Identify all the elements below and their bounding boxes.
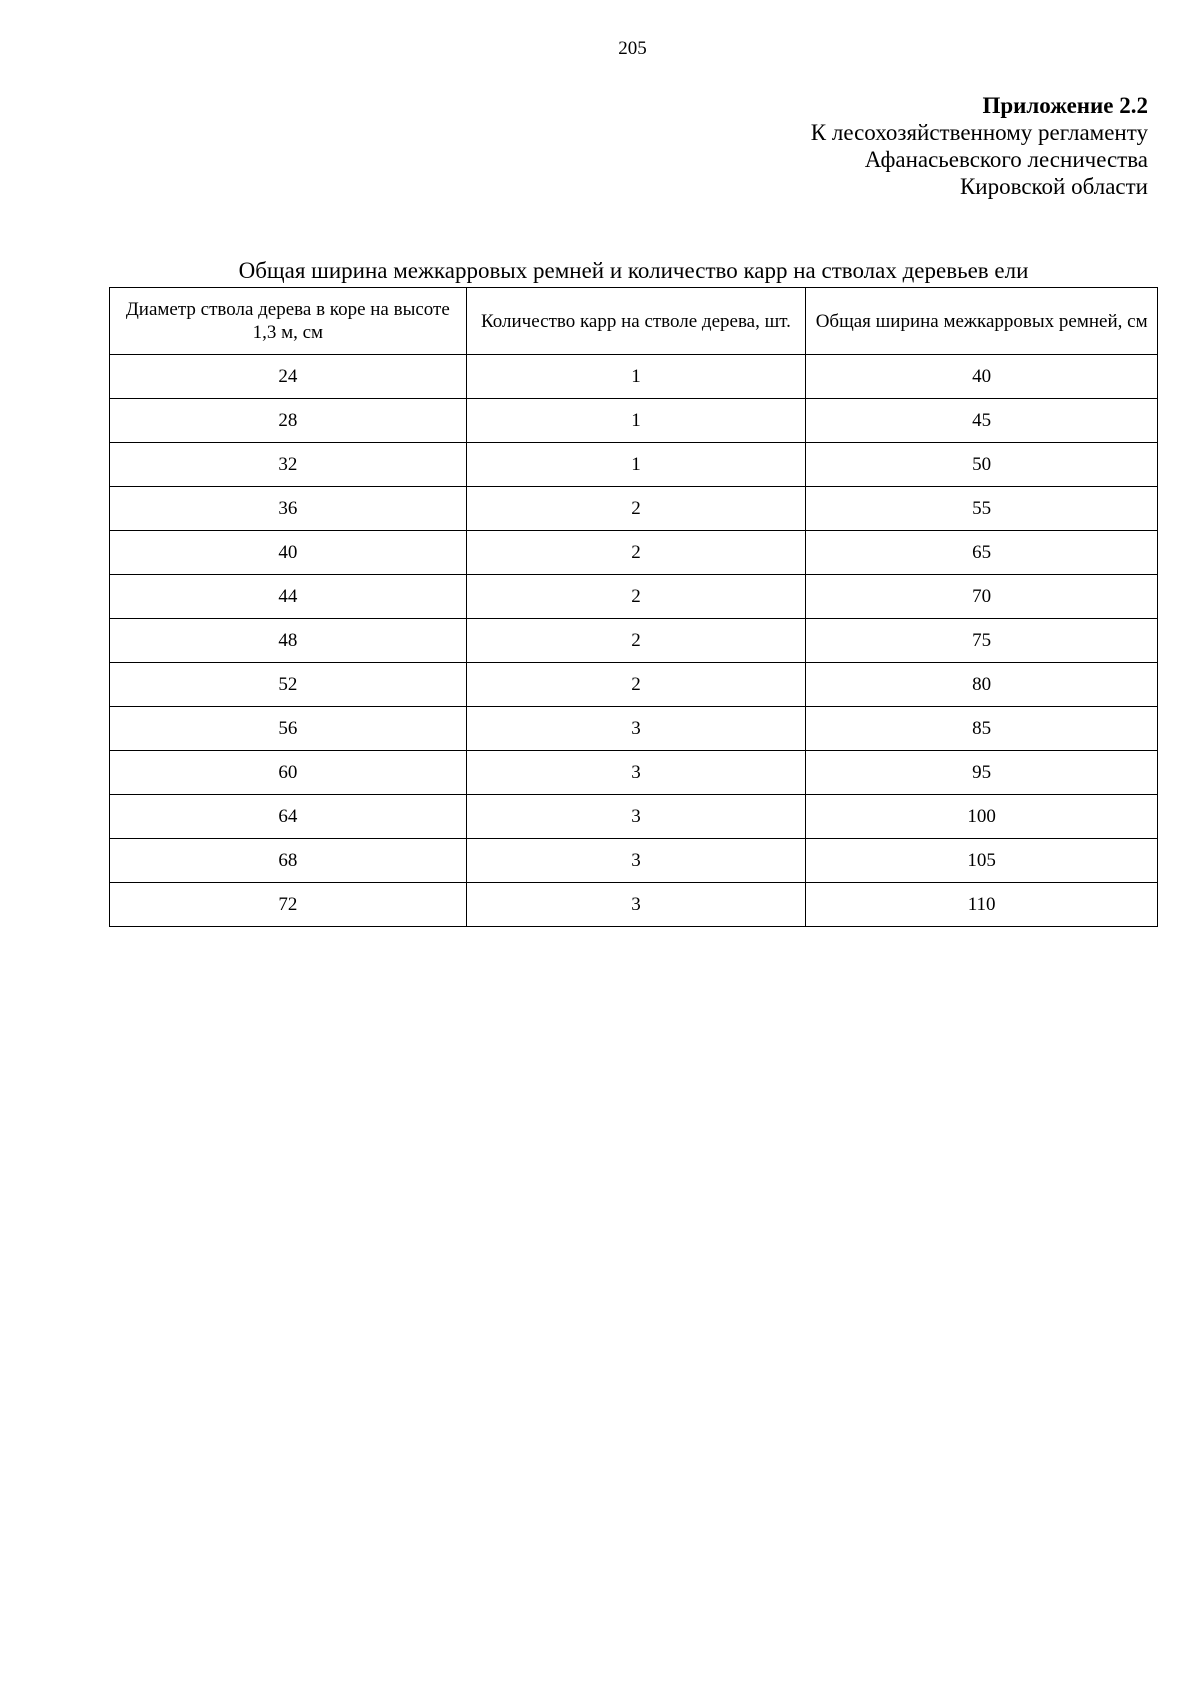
cell-width: 75 — [806, 619, 1158, 663]
table-row — [110, 399, 1158, 443]
table-row — [110, 707, 1158, 751]
table-row — [110, 619, 1158, 663]
cell-diameter: 44 — [110, 575, 467, 619]
cell-width: 45 — [806, 399, 1158, 443]
cell-diameter: 24 — [110, 355, 467, 399]
cell-diameter: 68 — [110, 839, 467, 883]
cell-diameter: 28 — [110, 399, 467, 443]
cell-width: 80 — [806, 663, 1158, 707]
cell-width: 55 — [806, 487, 1158, 531]
cell-count: 2 — [466, 575, 806, 619]
table-row — [110, 663, 1158, 707]
cell-width: 85 — [806, 707, 1158, 751]
appendix-line: Афанасьевского лесничества — [864, 147, 1148, 172]
table-row — [110, 795, 1158, 839]
cell-diameter: 56 — [110, 707, 467, 751]
header-width: Общая ширина межкарровых ремней, см — [806, 288, 1158, 355]
data-table — [109, 287, 1158, 927]
cell-count: 3 — [466, 751, 806, 795]
cell-diameter: 32 — [110, 443, 467, 487]
cell-diameter: 40 — [110, 531, 467, 575]
cell-count: 3 — [466, 839, 806, 883]
cell-width: 100 — [806, 795, 1158, 839]
table-row — [110, 531, 1158, 575]
table-body — [110, 355, 1158, 927]
cell-count: 2 — [466, 531, 806, 575]
cell-count: 3 — [466, 795, 806, 839]
cell-count: 2 — [466, 619, 806, 663]
header-diameter: Диаметр ствола дерева в коре на высоте 1,3 м, см — [110, 288, 467, 355]
cell-width: 95 — [806, 751, 1158, 795]
appendix-line: К лесохозяйственному регламенту — [810, 120, 1148, 145]
appendix-line: Кировской области — [959, 174, 1148, 199]
table-row — [110, 575, 1158, 619]
table-row — [110, 487, 1158, 531]
cell-diameter: 64 — [110, 795, 467, 839]
cell-diameter: 72 — [110, 883, 467, 927]
cell-diameter: 36 — [110, 487, 467, 531]
cell-count: 3 — [466, 707, 806, 751]
page-number: 205 — [618, 38, 647, 59]
cell-diameter: 52 — [110, 663, 467, 707]
table-row — [110, 443, 1158, 487]
cell-count: 3 — [466, 883, 806, 927]
cell-width: 70 — [806, 575, 1158, 619]
table-header-row — [110, 288, 1158, 355]
cell-count: 2 — [466, 487, 806, 531]
cell-width: 40 — [806, 355, 1158, 399]
cell-width: 50 — [806, 443, 1158, 487]
header-count: Количество карр на стволе дерева, шт. — [466, 288, 806, 355]
table-row — [110, 839, 1158, 883]
cell-count: 1 — [466, 443, 806, 487]
appendix-block — [811, 92, 1148, 200]
table-title: Общая ширина межкарровых ремней и количество карр на стволах деревьев ели — [238, 258, 1029, 283]
cell-count: 1 — [466, 355, 806, 399]
cell-count: 1 — [466, 399, 806, 443]
cell-width: 110 — [806, 883, 1158, 927]
cell-diameter: 60 — [110, 751, 467, 795]
cell-width: 105 — [806, 839, 1158, 883]
table-row — [110, 751, 1158, 795]
cell-count: 2 — [466, 663, 806, 707]
table-row — [110, 355, 1158, 399]
table-row — [110, 883, 1158, 927]
cell-diameter: 48 — [110, 619, 467, 663]
appendix-title: Приложение 2.2 — [982, 93, 1148, 118]
cell-width: 65 — [806, 531, 1158, 575]
